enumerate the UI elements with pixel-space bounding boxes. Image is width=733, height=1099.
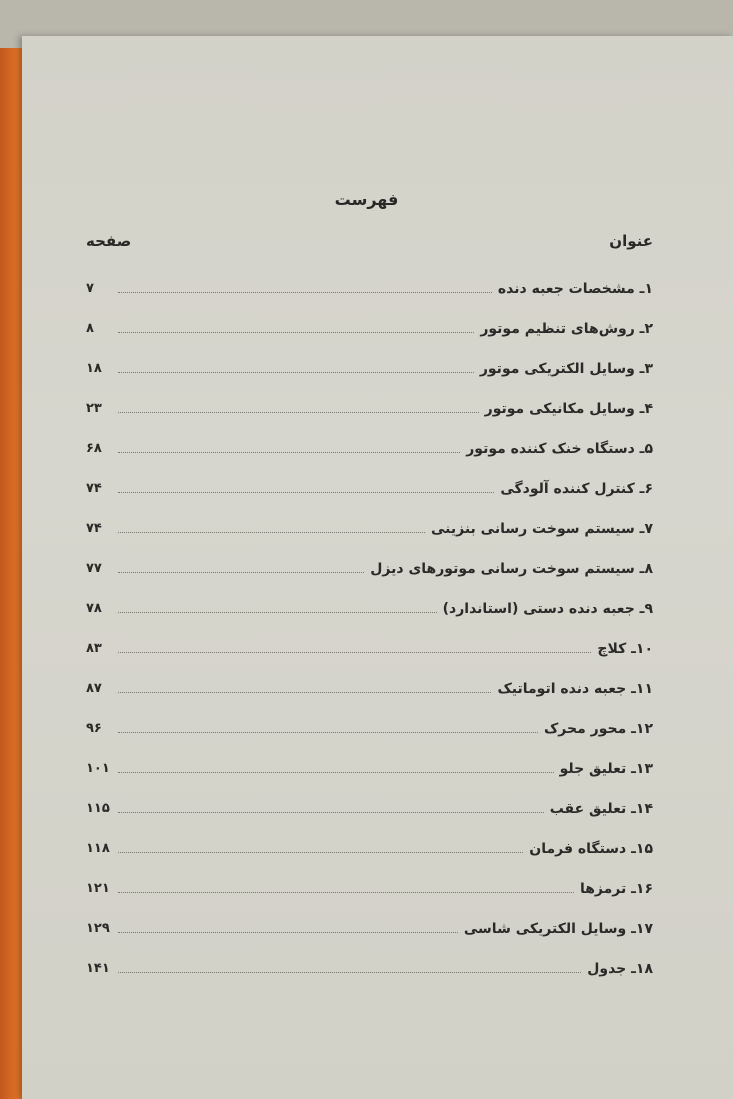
toc-entry-page: ۱۱۸ (86, 841, 110, 856)
dot-leader (118, 692, 491, 693)
toc-entry-page: ۸۳ (86, 641, 102, 656)
toc-entry (86, 788, 653, 818)
toc-entry-title: ۷ـ سیستم سوخت رسانی بنزینی (430, 521, 653, 537)
toc-entry-title: ۱۱ـ جعبه دنده اتوماتیک (497, 681, 653, 697)
toc-entry-title: ۴ـ وسایل مکانیکی موتور (484, 401, 653, 417)
toc-entry (86, 708, 653, 738)
dot-leader (118, 292, 492, 293)
toc-entry-page: ۲۳ (86, 401, 102, 416)
toc-entry-title: ۱۵ـ دستگاه فرمان (529, 841, 653, 857)
toc-entry-title: ۱۴ـ تعلیق عقب (549, 801, 653, 817)
toc-entry-title: ۹ـ جعبه دنده دستی (استاندارد) (442, 601, 653, 617)
toc-entry-title: ۱۳ـ تعلیق جلو (559, 761, 653, 777)
toc-entry (86, 668, 653, 698)
column-header-title: عنوان (609, 232, 653, 250)
toc-entry-title: ۲ـ روش‌های تنظیم موتور (480, 321, 653, 337)
toc-entry-title: ۱۷ـ وسایل الکتریکی شاسی (463, 921, 653, 937)
toc-entry-page: ۷ (86, 281, 94, 296)
toc-entry (86, 348, 653, 378)
toc-entry (86, 268, 653, 298)
dot-leader (118, 972, 581, 973)
dot-leader (118, 612, 437, 613)
dot-leader (118, 532, 425, 533)
dot-leader (118, 932, 458, 933)
toc-entry (86, 308, 653, 338)
dot-leader (118, 572, 364, 573)
toc-entry-page: ۱۲۹ (86, 921, 110, 936)
toc-entry-page: ۸۷ (86, 681, 102, 696)
dot-leader (118, 492, 494, 493)
toc-entry (86, 868, 653, 898)
toc-entry-title: ۶ـ کنترل کننده آلودگی (500, 481, 653, 497)
toc-entry-title: ۳ـ وسایل الکتریکی موتور (479, 361, 653, 377)
dot-leader (118, 652, 591, 653)
dot-leader (118, 812, 544, 813)
toc-entry-page: ۶۸ (86, 441, 102, 456)
toc-entry-page: ۱۱۵ (86, 801, 110, 816)
toc-entry (86, 388, 653, 418)
toc-entry (86, 468, 653, 498)
column-header-page: صفحه (86, 232, 132, 250)
toc-entry-title: ۱ـ مشخصات جعبه دنده (497, 281, 653, 297)
toc-entry-page: ۸ (86, 321, 94, 336)
toc-entry-page: ۱۴۱ (86, 961, 110, 976)
dot-leader (118, 412, 479, 413)
dot-leader (118, 332, 474, 333)
toc-entry (86, 628, 653, 658)
toc-entry-title: ۱۸ـ جدول (587, 961, 653, 977)
toc-entry-page: ۹۶ (86, 721, 102, 736)
dot-leader (118, 452, 460, 453)
toc-entry (86, 548, 653, 578)
dot-leader (118, 772, 554, 773)
toc-entry (86, 588, 653, 618)
toc-entry-title: ۱۶ـ ترمزها (579, 881, 653, 897)
toc-entry-page: ۱۰۱ (86, 761, 110, 776)
toc-entry-page: ۷۴ (86, 521, 102, 536)
toc-entry (86, 428, 653, 458)
toc-entry-page: ۷۷ (86, 561, 102, 576)
dot-leader (118, 852, 523, 853)
toc-entry-page: ۱۲۱ (86, 881, 110, 896)
toc-entry (86, 828, 653, 858)
toc-entry-title: ۱۲ـ محور محرک (543, 721, 653, 737)
toc-entry-title: ۵ـ دستگاه خنک کننده موتور (466, 441, 653, 457)
toc-entry (86, 748, 653, 778)
toc-entry-page: ۱۸ (86, 361, 102, 376)
dot-leader (118, 372, 474, 373)
toc-entry (86, 908, 653, 938)
dot-leader (118, 732, 538, 733)
toc-entry-page: ۷۴ (86, 481, 102, 496)
toc-entry-title: ۸ـ سیستم سوخت رسانی موتورهای دیزل (370, 561, 653, 577)
dot-leader (118, 892, 574, 893)
toc-entry-title: ۱۰ـ کلاچ (597, 641, 653, 657)
page-title: فهرست (334, 190, 399, 209)
toc-entry-page: ۷۸ (86, 601, 102, 616)
toc-entry (86, 508, 653, 538)
toc-entry (86, 948, 653, 978)
